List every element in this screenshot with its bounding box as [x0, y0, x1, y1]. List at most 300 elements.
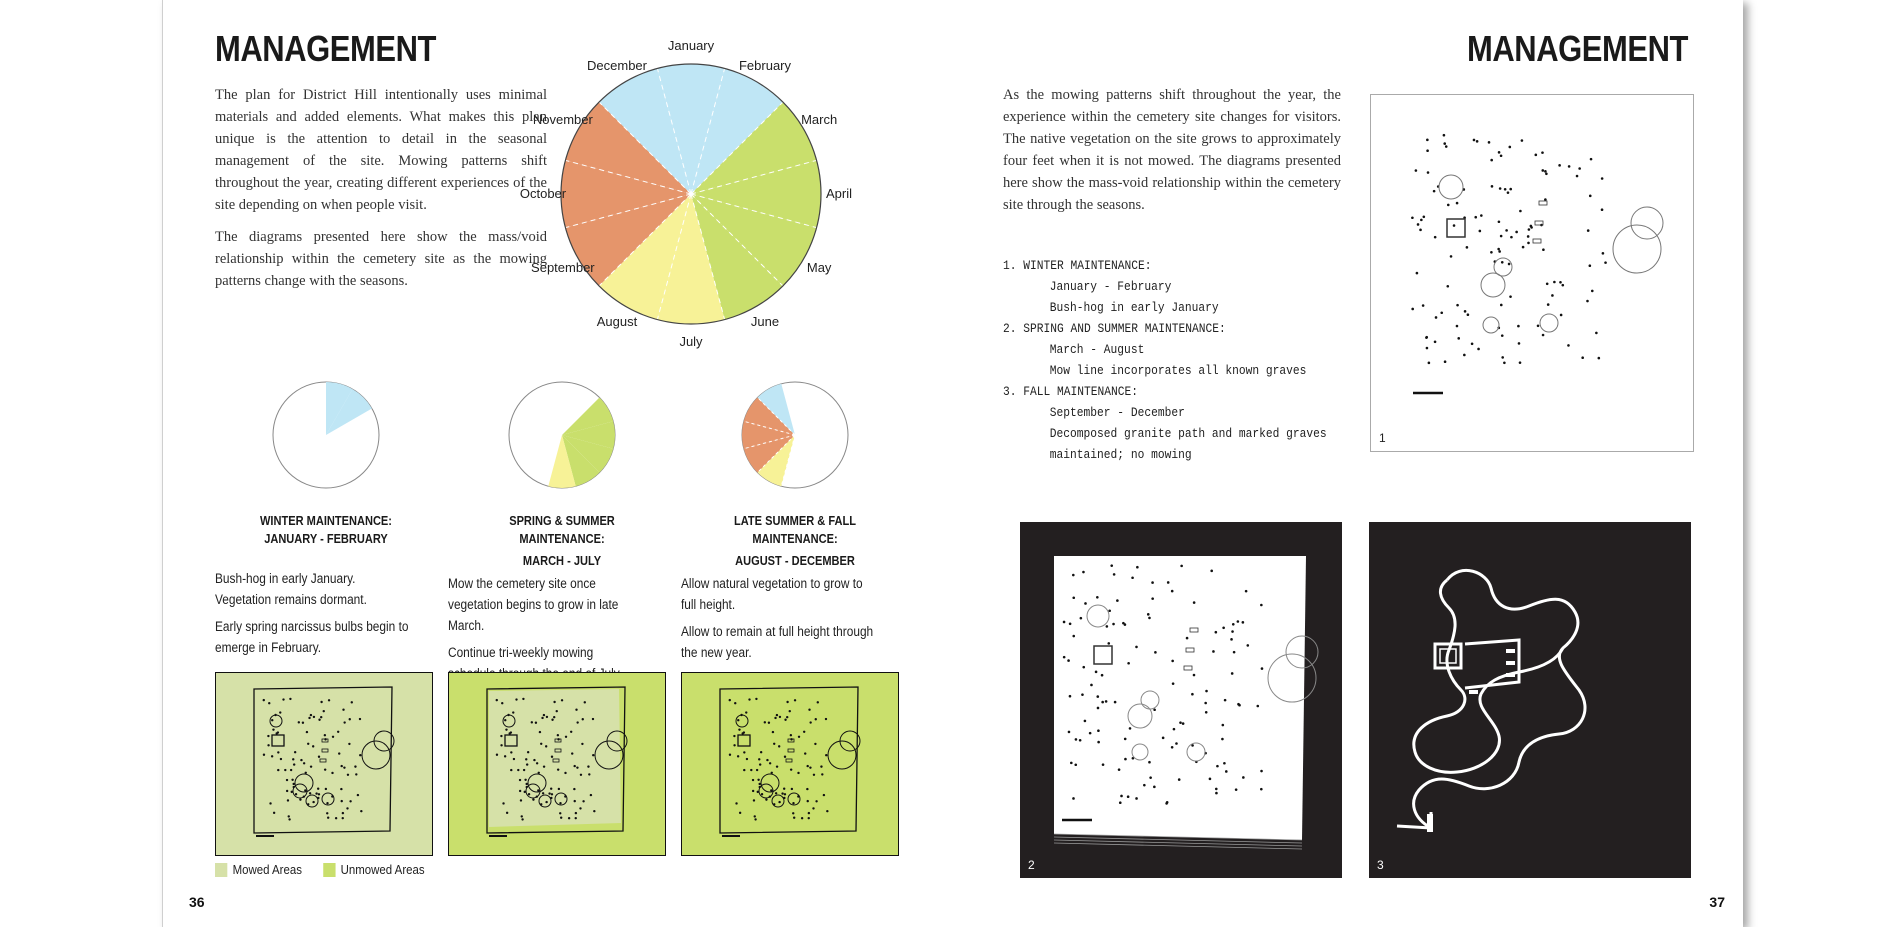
site-map-fall	[681, 672, 899, 856]
grave-dot	[1084, 602, 1087, 605]
grave-dot	[1417, 223, 1420, 226]
grave-dot	[342, 812, 344, 814]
grave-dot	[513, 758, 515, 760]
grave-dot	[789, 710, 791, 712]
grave-dot	[315, 792, 317, 794]
grave-dot	[573, 765, 575, 767]
wheel-month-label: March	[801, 112, 838, 127]
grave-dot	[545, 745, 547, 747]
wheel-month-label: June	[750, 314, 780, 330]
grave-dot	[759, 763, 761, 765]
grave-dot	[271, 755, 273, 757]
wheel-month-label: May	[806, 260, 832, 275]
grave-dot	[517, 769, 519, 771]
grave-marker	[1539, 201, 1547, 205]
grave-dot	[287, 799, 289, 801]
grave-dot	[739, 812, 741, 814]
grave-dot	[1561, 284, 1564, 287]
grave-dot	[1542, 248, 1545, 251]
grave-dot	[1149, 776, 1152, 779]
grave-dot	[814, 743, 816, 745]
grave-dot	[745, 711, 747, 713]
grave-dot	[570, 731, 572, 733]
grave-dot	[576, 766, 578, 768]
grave-dot	[733, 744, 735, 746]
grave-dot	[1072, 574, 1075, 577]
grave-dot	[1107, 642, 1110, 645]
season-pie-winter	[270, 379, 382, 491]
grave-dot	[1498, 151, 1501, 154]
grave-dot	[1553, 281, 1556, 284]
grave-dot	[1193, 674, 1196, 677]
tree-canopy	[1481, 273, 1505, 297]
grave-dot	[504, 719, 506, 721]
grave-dot	[1108, 609, 1111, 612]
grave-dot	[1110, 564, 1113, 567]
grave-dot	[772, 731, 774, 733]
grave-dot	[1490, 159, 1493, 162]
grave-dot	[519, 790, 521, 792]
grave-dot	[548, 792, 550, 794]
grave-dot	[1558, 164, 1561, 167]
grave-dot	[343, 766, 345, 768]
grave-dot	[1136, 566, 1139, 569]
grave-dot	[1466, 246, 1469, 249]
grave-dot	[1175, 742, 1178, 745]
grave-dot	[1097, 707, 1100, 710]
grave-dot	[1426, 347, 1429, 350]
grave-dot	[1547, 303, 1550, 306]
grave-dot	[1515, 231, 1518, 234]
grave-dot	[1242, 621, 1245, 624]
grave-dot	[1586, 300, 1589, 303]
grave-dot	[809, 766, 811, 768]
grave-dot	[754, 815, 756, 817]
desc-line: Bush-hog in early January.	[215, 571, 356, 586]
grave-dot	[526, 763, 528, 765]
grave-dot	[758, 758, 760, 760]
grave-dot	[776, 714, 778, 716]
grave-dot	[1237, 620, 1240, 623]
grave-dot	[756, 769, 758, 771]
grave-dot	[320, 716, 322, 718]
grave-dot	[521, 818, 523, 820]
grave-dot	[1578, 167, 1581, 170]
grave-dot	[1499, 187, 1502, 190]
grave-dot	[302, 722, 304, 724]
grave-dot	[1440, 311, 1443, 314]
grave-dot	[267, 735, 269, 737]
field-edge-line	[1054, 840, 1302, 846]
legend-swatch-unmowed	[323, 863, 335, 877]
grave-dot	[1153, 786, 1156, 789]
grave-dot	[1530, 225, 1533, 228]
grave-dot	[804, 752, 806, 754]
grave-dot	[793, 817, 795, 819]
grave-dot	[1151, 581, 1154, 584]
grave-dot	[1498, 220, 1501, 223]
grave-dot	[1419, 229, 1422, 232]
grave-dot	[288, 818, 290, 820]
grave-dot	[1122, 622, 1125, 625]
site-dot-plan	[1371, 95, 1691, 449]
grave-dot	[306, 731, 308, 733]
grave-dot	[775, 792, 777, 794]
caption-line: WINTER MAINTENANCE:	[260, 513, 392, 528]
wheel-month-label: September	[531, 260, 595, 275]
grave-dot	[360, 810, 362, 812]
page-number: 36	[189, 894, 205, 910]
grave-dot	[1426, 149, 1429, 152]
grave-dot	[1131, 576, 1134, 579]
grave-dot	[1090, 684, 1093, 687]
grave-dot	[773, 743, 775, 745]
grave-dot	[1233, 651, 1236, 654]
grave-dot	[1180, 565, 1183, 568]
grave-dot	[280, 758, 282, 760]
grave-dot	[520, 799, 522, 801]
grave-dot	[326, 802, 328, 804]
grave-dot	[587, 765, 589, 767]
grave-marker	[786, 759, 792, 762]
grave-dot	[325, 788, 327, 790]
grave-dot	[1222, 724, 1225, 727]
grave-marker	[1506, 673, 1515, 677]
grave-dot	[318, 756, 320, 758]
grave-dot	[592, 718, 594, 720]
grave-dot	[1507, 191, 1510, 194]
grave-dot	[527, 751, 529, 753]
grave-dot	[1527, 235, 1530, 238]
grave-dot	[510, 751, 512, 753]
wheel-month-label: December	[587, 57, 647, 73]
grave-dot	[1576, 175, 1579, 178]
season-pie-spring-summer	[506, 379, 618, 491]
grave-dot	[504, 755, 506, 757]
grave-dot	[1498, 250, 1501, 253]
schedule-line: January - February	[1049, 280, 1172, 294]
grave-dot	[1567, 344, 1570, 347]
grave-dot	[754, 818, 756, 820]
wheel-month-label: July	[679, 334, 703, 349]
grave-marker	[1533, 239, 1541, 243]
grave-dot	[326, 812, 328, 814]
grave-dot	[1500, 154, 1503, 157]
grave-dot	[786, 701, 788, 703]
grave-dot	[1521, 139, 1524, 142]
grave-dot	[559, 802, 561, 804]
grave-dot	[1063, 656, 1066, 659]
grave-dot	[1477, 348, 1480, 351]
grave-dot	[1467, 313, 1470, 316]
site-plan-drawing	[449, 673, 664, 854]
grave-dot	[1246, 644, 1249, 647]
grave-dot	[506, 812, 508, 814]
grave-dot	[510, 769, 512, 771]
grave-dot	[1509, 146, 1512, 149]
grave-dot	[808, 709, 810, 711]
grave-dot	[1113, 573, 1116, 576]
grave-dot	[779, 716, 781, 718]
grave-dot	[1427, 171, 1430, 174]
grave-dot	[580, 774, 582, 776]
grave-dot	[826, 810, 828, 812]
grave-dot	[317, 788, 319, 790]
grave-dot	[737, 719, 739, 721]
grave-dot	[522, 698, 524, 700]
grave-dot	[1216, 765, 1219, 768]
grave-dot	[1434, 340, 1437, 343]
grave-dot	[1225, 770, 1228, 773]
grave-dot	[783, 788, 785, 790]
grave-dot	[303, 762, 305, 764]
grave-dot	[1135, 646, 1138, 649]
grave-dot	[502, 802, 504, 804]
grave-dot	[298, 721, 300, 723]
grave-dot	[523, 769, 525, 771]
schedule-heading: 3. FALL MAINTENANCE:	[1003, 385, 1139, 399]
grave-dot	[273, 812, 275, 814]
grave-dot	[1457, 337, 1460, 340]
grave-dot	[743, 751, 745, 753]
grave-marker	[320, 759, 326, 762]
grave-dot	[1435, 316, 1438, 319]
grave-dot	[1210, 570, 1213, 573]
schedule-line: March - August	[1049, 343, 1145, 357]
grave-dot	[500, 744, 502, 746]
grave-dot	[746, 758, 748, 760]
grave-marker	[1506, 661, 1515, 665]
grave-dot	[803, 731, 805, 733]
grave-dot	[1173, 728, 1176, 731]
grave-dot	[581, 743, 583, 745]
grave-dot	[573, 788, 575, 790]
grave-dot	[349, 800, 351, 802]
grave-dot	[1147, 613, 1150, 616]
tree-canopy	[772, 795, 784, 807]
grave-dot	[1205, 690, 1208, 693]
grave-dot	[524, 779, 526, 781]
grave-dot	[553, 701, 555, 703]
grave-dot	[318, 793, 320, 795]
grave-dot	[310, 765, 312, 767]
tree-canopy	[1483, 317, 1499, 333]
grave-dot	[1112, 623, 1115, 626]
grave-dot	[309, 792, 311, 794]
grave-dot	[1471, 342, 1474, 345]
grave-dot	[1545, 172, 1548, 175]
grave-dot	[1464, 310, 1467, 313]
month-wheel	[519, 38, 853, 349]
grave-dot	[579, 807, 581, 809]
grave-dot	[806, 788, 808, 790]
grave-dot	[1127, 795, 1130, 798]
book-spread	[162, 0, 1743, 927]
grave-dot	[284, 769, 286, 771]
grave-dot	[539, 731, 541, 733]
grave-dot	[1463, 354, 1466, 357]
grave-dot	[1171, 746, 1174, 749]
grave-dot	[1428, 362, 1431, 365]
grave-dot	[766, 759, 768, 761]
season-caption-spring-summer	[473, 512, 652, 570]
intro-paragraph: As the mowing patterns shift throughout the year, the experience within the cemetery site changes for visitors. The native vegetation on the site grows to approximately four feet when it is not mowed. The diagrams presented here show the mass-void relationship within the cemetery site through the seasons.	[1003, 87, 1341, 213]
grave-dot	[1231, 672, 1234, 675]
grave-dot	[815, 718, 817, 720]
grave-dot	[286, 790, 288, 792]
grave-dot	[521, 815, 523, 817]
grave-dot	[1097, 729, 1100, 732]
mowed-field	[1054, 556, 1306, 840]
grave-dot	[332, 736, 334, 738]
grave-dot	[752, 790, 754, 792]
grave-dot	[1205, 711, 1208, 714]
granite-path	[1397, 570, 1585, 828]
grave-dot	[1171, 590, 1174, 593]
caption-line: JANUARY - FEBRUARY	[264, 531, 388, 546]
grave-dot	[761, 793, 763, 795]
site-map-winter	[215, 672, 433, 856]
grave-dot	[1474, 216, 1477, 219]
grave-dot	[1223, 762, 1226, 765]
tree-canopy	[1494, 258, 1512, 276]
intro-paragraph: The diagrams presented here show the mass/void relationship within the cemetery site as the mowing patterns change with the seasons.	[215, 229, 547, 289]
grave-dot	[1072, 596, 1075, 599]
grave-dot	[1182, 722, 1185, 725]
wheel-month-label: April	[825, 186, 853, 201]
grave-dot	[1235, 788, 1238, 791]
grave-dot	[1504, 188, 1507, 191]
grave-dot	[286, 779, 288, 781]
grave-dot	[1497, 248, 1500, 251]
grave-dot	[1242, 776, 1245, 779]
grave-dot	[1423, 216, 1426, 219]
grave-dot	[1509, 188, 1512, 191]
grave-dot	[1501, 356, 1504, 359]
grave-marker	[322, 749, 328, 752]
site-plan-drawing	[216, 673, 431, 854]
grave-dot	[500, 735, 502, 737]
grave-dot	[1261, 667, 1264, 670]
grave-dot	[757, 779, 759, 781]
grave-dot	[1221, 738, 1224, 741]
tree-canopy	[306, 795, 318, 807]
grave-dot	[551, 719, 553, 721]
grave-dot	[794, 699, 796, 701]
desc-line: Allow to remain at full height through the new year.	[681, 624, 874, 660]
grave-marker	[1469, 690, 1478, 694]
grave-dot	[781, 792, 783, 794]
grave-dot	[324, 768, 326, 770]
grave-dot	[1256, 705, 1259, 708]
grave-marker	[1506, 649, 1515, 653]
desc-line: Continue tri-weekly mowing	[448, 645, 594, 660]
grave-dot	[542, 792, 544, 794]
tree-canopy	[828, 741, 856, 769]
grave-dot	[1505, 229, 1508, 232]
grave-dot	[1102, 763, 1105, 766]
grave-dot	[531, 721, 533, 723]
chapel-outline	[272, 735, 284, 746]
grave-dot	[784, 719, 786, 721]
grave-dot	[525, 758, 527, 760]
mowed-area	[489, 689, 621, 827]
grave-dot	[295, 793, 297, 795]
grave-dot	[768, 722, 770, 724]
figure-1	[1370, 94, 1694, 452]
grave-dot	[289, 698, 291, 700]
entry-gate	[1427, 814, 1433, 832]
grave-dot	[1167, 581, 1170, 584]
grave-dot	[1453, 224, 1456, 227]
grave-dot	[291, 779, 293, 781]
site-plan-drawing	[682, 673, 897, 854]
grave-dot	[1165, 802, 1168, 805]
grave-dot	[575, 812, 577, 814]
season-desc-winter	[215, 568, 409, 664]
grave-dot	[551, 756, 553, 758]
grave-dot	[1153, 708, 1156, 711]
grave-dot	[1063, 621, 1066, 624]
grave-dot	[1204, 702, 1207, 705]
grave-dot	[1544, 170, 1547, 173]
grave-dot	[292, 758, 294, 760]
grave-dot	[1082, 571, 1085, 574]
grave-dot	[1434, 236, 1437, 239]
grave-dot	[1231, 630, 1234, 633]
grave-dot	[748, 698, 750, 700]
grave-dot	[1551, 294, 1554, 297]
grave-dot	[324, 734, 326, 736]
grave-dot	[1479, 230, 1482, 233]
grave-dot	[790, 734, 792, 736]
grave-dot	[340, 765, 342, 767]
grave-dot	[738, 728, 740, 730]
grave-dot	[590, 794, 592, 796]
grave-dot	[1595, 332, 1598, 335]
grave-dot	[1519, 210, 1522, 213]
grave-dot	[349, 718, 351, 720]
grave-dot	[1215, 788, 1218, 791]
grave-dot	[1069, 695, 1072, 698]
grave-dot	[825, 754, 827, 756]
grave-dot	[277, 731, 279, 733]
grave-dot	[1114, 701, 1117, 704]
page-title: MANAGEMENT	[215, 28, 437, 69]
grave-dot	[268, 702, 270, 704]
grave-dot	[496, 699, 498, 701]
grave-dot	[1119, 801, 1122, 804]
grave-dot	[1473, 139, 1476, 142]
schedule-heading: 2. SPRING AND SUMMER MAINTENANCE:	[1003, 322, 1226, 336]
site-path-plan	[1369, 522, 1691, 878]
grave-dot	[348, 743, 350, 745]
grave-dot	[272, 728, 274, 730]
grave-dot	[340, 788, 342, 790]
figure-3	[1369, 522, 1691, 878]
grave-dot	[1450, 255, 1453, 258]
grave-dot	[1067, 659, 1070, 662]
grave-dot	[312, 801, 314, 803]
grave-dot	[559, 812, 561, 814]
grave-dot	[1075, 738, 1078, 741]
grave-dot	[331, 772, 333, 774]
intro-paragraph: The plan for District Hill intentionally uses minimal materials and added elements. What makes this plan unique is the attention to detail in the seasonal management of the site. Mowing patterns shift throughout the year, creating different experiences of the site depending on when people visit.	[215, 87, 547, 213]
grave-dot	[1074, 763, 1077, 766]
grave-dot	[342, 817, 344, 819]
field-edge-line	[1054, 843, 1302, 849]
grave-dot	[359, 718, 361, 720]
